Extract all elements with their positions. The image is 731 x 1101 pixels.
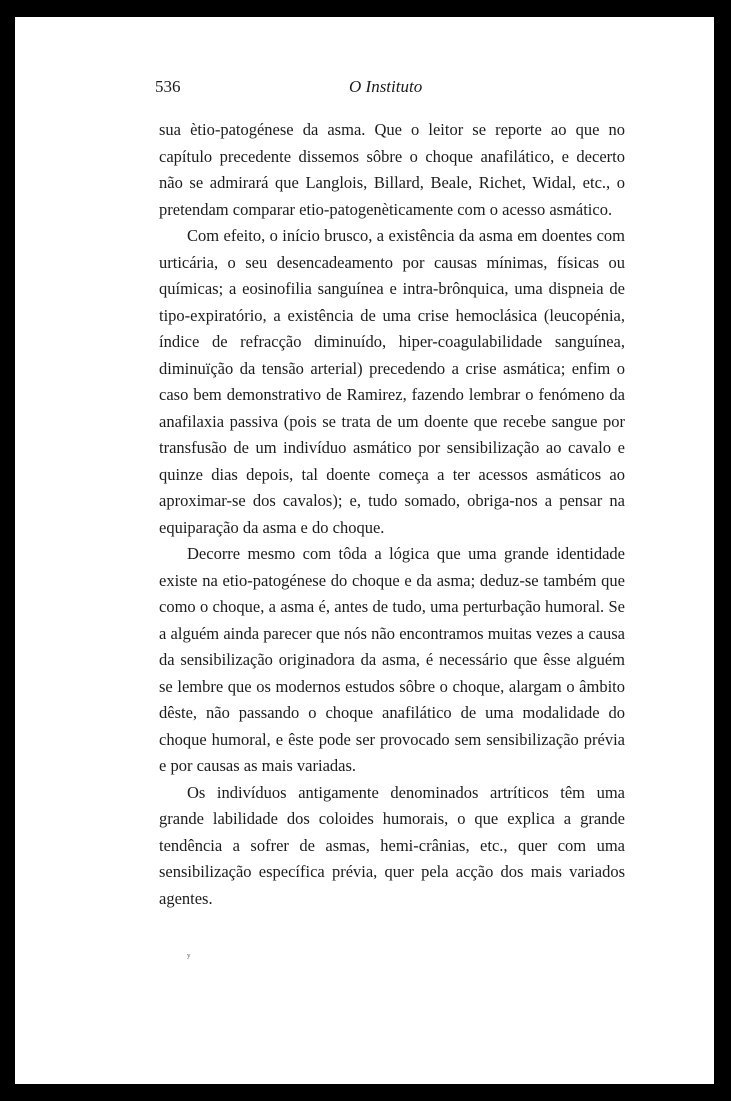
- scanned-page: [15, 17, 714, 1084]
- paragraph: sua ètio-patogénese da asma. Que o leitor se reporte ao que no capítulo precedente dissemos sôbre o choque anafilático, e decerto não se admirará que Langlois, Billard, Beale, Richet, Widal, etc., o pretendam comparar etio-patogenèticamente com o acesso asmático.: [159, 120, 625, 219]
- paragraph: Com efeito, o início brusco, a existência da asma em doentes com urticária, o seu desencadeamento por causas mínimas, físicas ou químicas; a eosinofilia sanguínea e intra-brônquica, uma dispneia de tipo-expiratório, a existência de uma crise hemoclásica (leucopénia, índice de refracção diminuído, hiper-coagulabilidade sanguínea, diminuïção da tensão arterial) precedendo a crise asmática; enfim o caso bem demonstrativo de Ramirez, fazendo lembrar o fenómeno da anafilaxia passiva (pois se trata de um doente que recebe sangue por transfusão de um indivíduo asmático por sensibilização ao cavalo e quinze dias depois, tal doente começa a ter acessos asmáticos ao aproximar-se dos cavalos); e, tudo somado, obriga-nos a pensar na equiparação da asma e do choque.: [159, 226, 625, 537]
- running-title: O Instituto: [349, 77, 423, 96]
- paragraph: Decorre mesmo com tôda a lógica que uma grande identidade existe na etio-patogénese do choque e da asma; deduz-se também que como o choque, a asma é, antes de tudo, uma perturbação humoral. Se a alguém ainda parecer que nós não encontramos muitas vezes a causa da sensibilização originadora da asma, é necessário que êsse alguém se lembre que os modernos estudos sôbre o choque, alargam o âmbito dêste, não passando o choque anafilático de uma modalidade do choque humoral, e êste pode ser provocado sem sensibilização prévia e por causas as mais variadas.: [159, 544, 625, 775]
- body-text: [159, 117, 625, 912]
- page-number: 536: [155, 77, 181, 96]
- paragraph: Os indivíduos antigamente denominados artríticos têm uma grande labilidade dos coloides humorais, o que explica a grande tendência a sofrer de asmas, hemi-crânias, etc., quer com uma sensibilização específica prévia, quer pela acção dos mais variados agentes.: [159, 782, 625, 908]
- scan-speck: ʸ: [187, 950, 191, 964]
